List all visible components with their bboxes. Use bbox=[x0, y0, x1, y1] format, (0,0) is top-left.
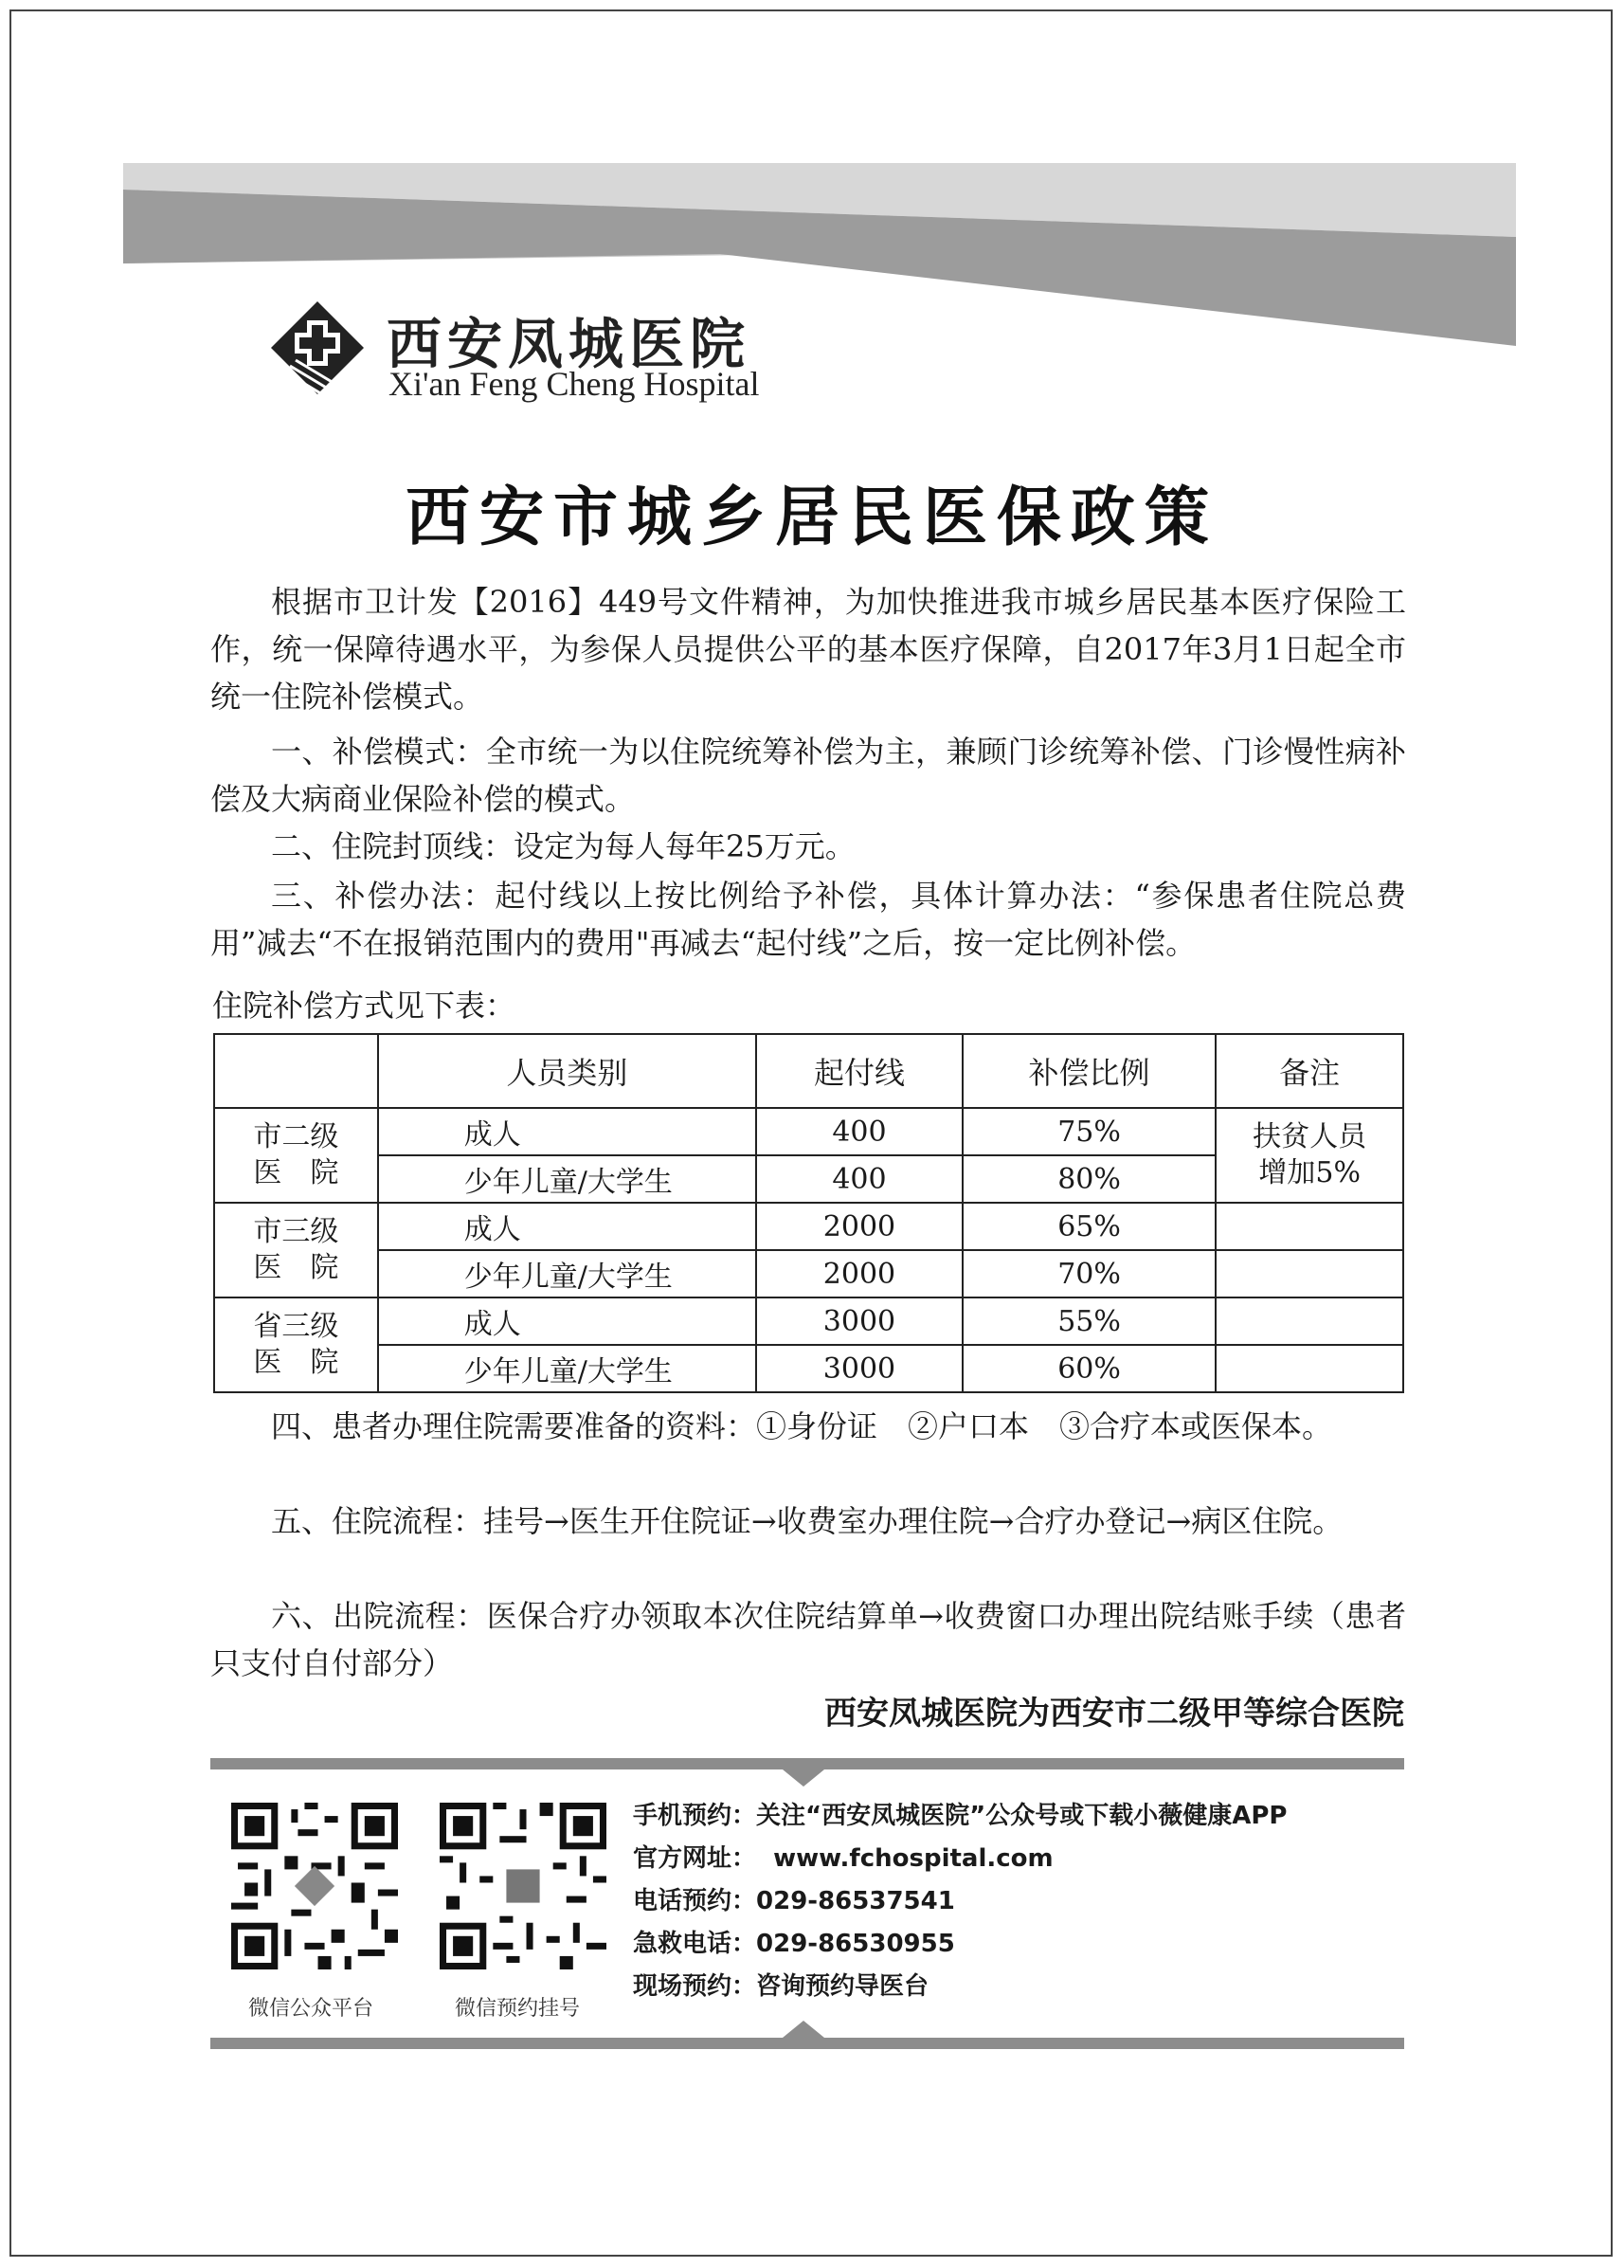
table-row bbox=[214, 1250, 1403, 1297]
table-header-note: 备注 bbox=[1216, 1034, 1403, 1108]
ratio-cell: 60% bbox=[963, 1345, 1217, 1392]
section-2: 二、住院封顶线：设定为每人每年25万元。 bbox=[271, 828, 856, 864]
table-header-blank bbox=[214, 1034, 378, 1108]
hospital-level-line-1: 市三级 bbox=[253, 1215, 339, 1248]
table-header-row bbox=[214, 1034, 1403, 1108]
category-cell: 少年儿童/大学生 bbox=[378, 1250, 756, 1297]
wechat-public-qr-icon bbox=[231, 1803, 398, 1969]
table-header-category: 人员类别 bbox=[378, 1034, 756, 1108]
category-cell: 成人 bbox=[378, 1297, 756, 1345]
contact-label: 手机预约： bbox=[633, 1802, 757, 1830]
contact-row-mobile bbox=[633, 1795, 1287, 1838]
deductible-cell: 3000 bbox=[756, 1297, 963, 1345]
contact-label: 电话预约： bbox=[633, 1887, 757, 1915]
hospital-logo bbox=[265, 296, 796, 408]
contact-row-onsite bbox=[633, 1966, 1287, 2008]
ratio-cell: 80% bbox=[963, 1155, 1217, 1203]
wechat-booking-qr-icon bbox=[440, 1803, 606, 1969]
hospital-level-line-1: 省三级 bbox=[253, 1310, 339, 1343]
ratio-cell: 55% bbox=[963, 1297, 1217, 1345]
category-cell: 少年儿童/大学生 bbox=[378, 1345, 756, 1392]
table-row bbox=[214, 1297, 1403, 1345]
phone-number[interactable]: 029-86537541 bbox=[756, 1887, 955, 1915]
page-title: 西安市城乡居民医保政策 bbox=[405, 481, 1218, 555]
contact-label: 现场预约： bbox=[633, 1972, 757, 2001]
section-4: 四、患者办理住院需要准备的资料：①身份证 ②户口本 ③合疗本或医保本。 bbox=[271, 1408, 1333, 1444]
hospital-logo-icon bbox=[265, 296, 370, 400]
hospital-level-line-2: 医 院 bbox=[253, 1251, 339, 1284]
note-cell bbox=[1216, 1108, 1403, 1203]
note-line-1: 扶贫人员 bbox=[1253, 1120, 1367, 1153]
section-5: 五、住院流程：挂号→医生开住院证→收费室办理住院→合疗办登记→病区住院。 bbox=[271, 1503, 1344, 1539]
deductible-cell: 2000 bbox=[756, 1203, 963, 1250]
qr-label-booking: 微信预约挂号 bbox=[455, 1997, 581, 2021]
table-header-deductible: 起付线 bbox=[756, 1034, 963, 1108]
emergency-number[interactable]: 029-86530955 bbox=[756, 1930, 955, 1958]
hospital-level-cell bbox=[214, 1108, 378, 1203]
ratio-cell: 75% bbox=[963, 1108, 1217, 1155]
hospital-level-line-2: 医 院 bbox=[253, 1346, 339, 1379]
contact-info bbox=[633, 1795, 1287, 2008]
header-banner bbox=[0, 0, 1624, 360]
section-6: 六、出院流程：医保合疗办领取本次住院结算单→收费窗口办理出院结账手续（患者只支付自付部分） bbox=[210, 1598, 1406, 1681]
ratio-cell: 70% bbox=[963, 1250, 1217, 1297]
deductible-cell: 400 bbox=[756, 1108, 963, 1155]
contact-label: 官方网址： bbox=[633, 1844, 757, 1873]
note-cell-empty bbox=[1216, 1345, 1403, 1392]
closing-statement: 西安凤城医院为西安市二级甲等综合医院 bbox=[824, 1695, 1404, 1733]
hospital-level-line-1: 市二级 bbox=[253, 1120, 339, 1153]
hospital-level-cell bbox=[214, 1297, 378, 1392]
compensation-table bbox=[213, 1033, 1404, 1393]
contact-value: 关注“西安凤城医院”公众号或下载小薇健康APP bbox=[756, 1802, 1288, 1830]
qr-label-public: 微信公众平台 bbox=[248, 1997, 374, 2021]
note-line-2: 增加5% bbox=[1258, 1156, 1361, 1189]
divider-top bbox=[210, 1758, 1404, 1769]
deductible-cell: 2000 bbox=[756, 1250, 963, 1297]
divider-bottom bbox=[210, 2038, 1404, 2049]
section-3: 三、补偿办法：起付线以上按比例给予补偿，具体计算办法：“参保患者住院总费用”减去“不在报销范围内的费用"再减去“起付线”之后，按一定比例补偿。 bbox=[210, 878, 1406, 961]
divider-bottom-notch bbox=[783, 2021, 824, 2038]
contact-row-website bbox=[633, 1838, 1287, 1880]
hospital-level-line-2: 医 院 bbox=[253, 1156, 339, 1189]
note-cell-empty bbox=[1216, 1297, 1403, 1345]
hospital-level-cell bbox=[214, 1203, 378, 1297]
contact-row-emergency bbox=[633, 1923, 1287, 1966]
deductible-cell: 3000 bbox=[756, 1345, 963, 1392]
table-header-ratio: 补偿比例 bbox=[963, 1034, 1217, 1108]
website-link[interactable]: www.fchospital.com bbox=[756, 1844, 1054, 1873]
table-row bbox=[214, 1108, 1403, 1155]
deductible-cell: 400 bbox=[756, 1155, 963, 1203]
table-row bbox=[214, 1345, 1403, 1392]
contact-label: 急救电话： bbox=[633, 1930, 757, 1958]
category-cell: 少年儿童/大学生 bbox=[378, 1155, 756, 1203]
divider-top-notch bbox=[783, 1769, 824, 1787]
intro-paragraph: 根据市卫计发【2016】449号文件精神，为加快推进我市城乡居民基本医疗保险工作，统一保障待遇水平，为参保人员提供公平的基本医疗保障，自2017年3月1日起全市统一住院补偿模式。 bbox=[210, 584, 1406, 715]
category-cell: 成人 bbox=[378, 1203, 756, 1250]
ratio-cell: 65% bbox=[963, 1203, 1217, 1250]
contact-row-phone bbox=[633, 1880, 1287, 1923]
category-cell: 成人 bbox=[378, 1108, 756, 1155]
table-caption: 住院补偿方式见下表： bbox=[212, 988, 516, 1024]
note-cell-empty bbox=[1216, 1250, 1403, 1297]
section-1: 一、补偿模式：全市统一为以住院统筹补偿为主，兼顾门诊统筹补偿、门诊慢性病补偿及大病商业保险补偿的模式。 bbox=[210, 734, 1406, 817]
table-row bbox=[214, 1203, 1403, 1250]
note-cell-empty bbox=[1216, 1203, 1403, 1250]
hospital-name-en: Xi'an Feng Cheng Hospital bbox=[388, 365, 760, 403]
contact-value: 咨询预约导医台 bbox=[756, 1972, 929, 2001]
hospital-name-cn: 西安凤城医院 bbox=[387, 312, 751, 376]
